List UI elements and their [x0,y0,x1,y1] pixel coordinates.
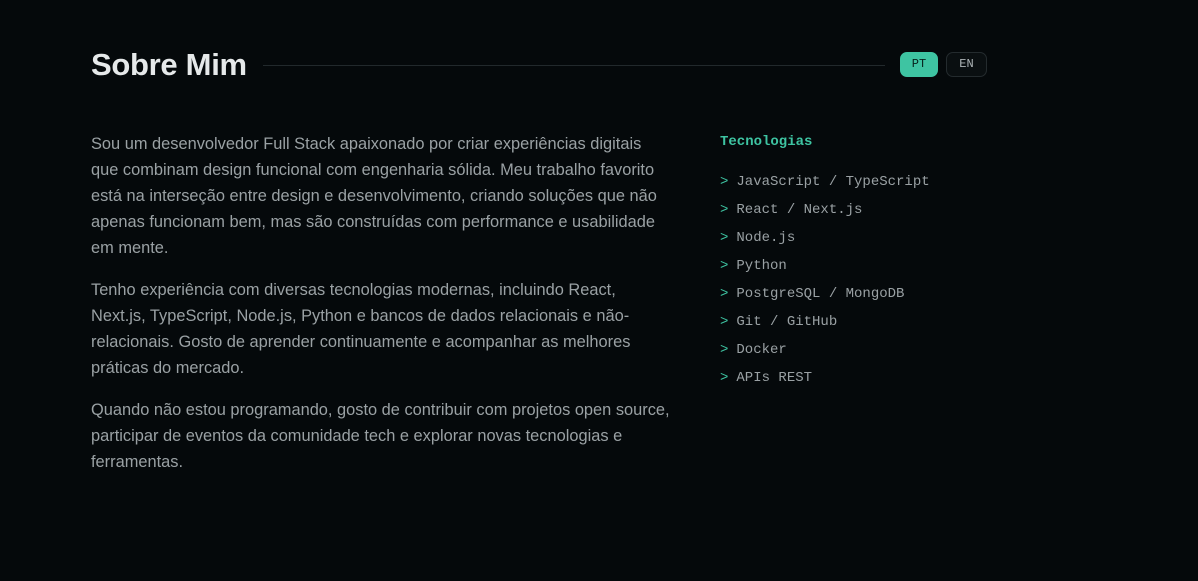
tech-item [720,336,1020,364]
tech-item [720,168,1020,196]
tech-list [720,168,1020,392]
chevron-right-icon: > [720,258,729,274]
tech-item-label: Python [736,258,787,274]
tech-item-label: Docker [736,342,787,358]
chevron-right-icon: > [720,342,729,358]
tech-panel [720,132,1020,392]
tech-item [720,196,1020,224]
tech-item-label: JavaScript / TypeScript [736,174,930,190]
header-divider [263,65,885,66]
page-title: Sobre Mim [91,47,247,82]
chevron-right-icon: > [720,230,729,246]
tech-item-label: React / Next.js [736,202,863,218]
tech-item [720,252,1020,280]
language-en-button[interactable]: EN [946,52,987,77]
bio-paragraph-3: Quando não estou programando, gosto de contribuir com projetos open source, participar de eventos da comunidade tech e explorar novas tecnologias e ferramentas. [91,401,670,471]
chevron-right-icon: > [720,286,729,302]
chevron-right-icon: > [720,314,729,330]
chevron-right-icon: > [720,370,729,386]
tech-item [720,224,1020,252]
chevron-right-icon: > [720,174,729,190]
tech-heading: Tecnologias [720,134,813,150]
language-pt-button[interactable]: PT [900,52,938,77]
tech-item [720,280,1020,308]
bio-text [91,131,671,491]
tech-item-label: PostgreSQL / MongoDB [736,286,905,302]
tech-item-label: Git / GitHub [736,314,838,330]
tech-item [720,364,1020,392]
tech-item [720,308,1020,336]
bio-paragraph-2: Tenho experiência com diversas tecnologias modernas, incluindo React, Next.js, TypeScript, Node.js, Python e bancos de dados relacionais e não-relacionais. Gosto de aprender continuamente e acompanhar as melhores práticas do mercado. [91,281,631,377]
tech-item-label: APIs REST [736,370,813,386]
section-header [91,40,987,90]
bio-paragraph-1: Sou um desenvolvedor Full Stack apaixonado por criar experiências digitais que combinam design funcional com engenharia sólida. Meu trabalho favorito está na interseção entre design e desenvolvimento, criando soluções que não apenas funcionam bem, mas são construídas com performance e usabilidade em mente. [91,135,657,257]
chevron-right-icon: > [720,202,729,218]
tech-item-label: Node.js [736,230,796,246]
